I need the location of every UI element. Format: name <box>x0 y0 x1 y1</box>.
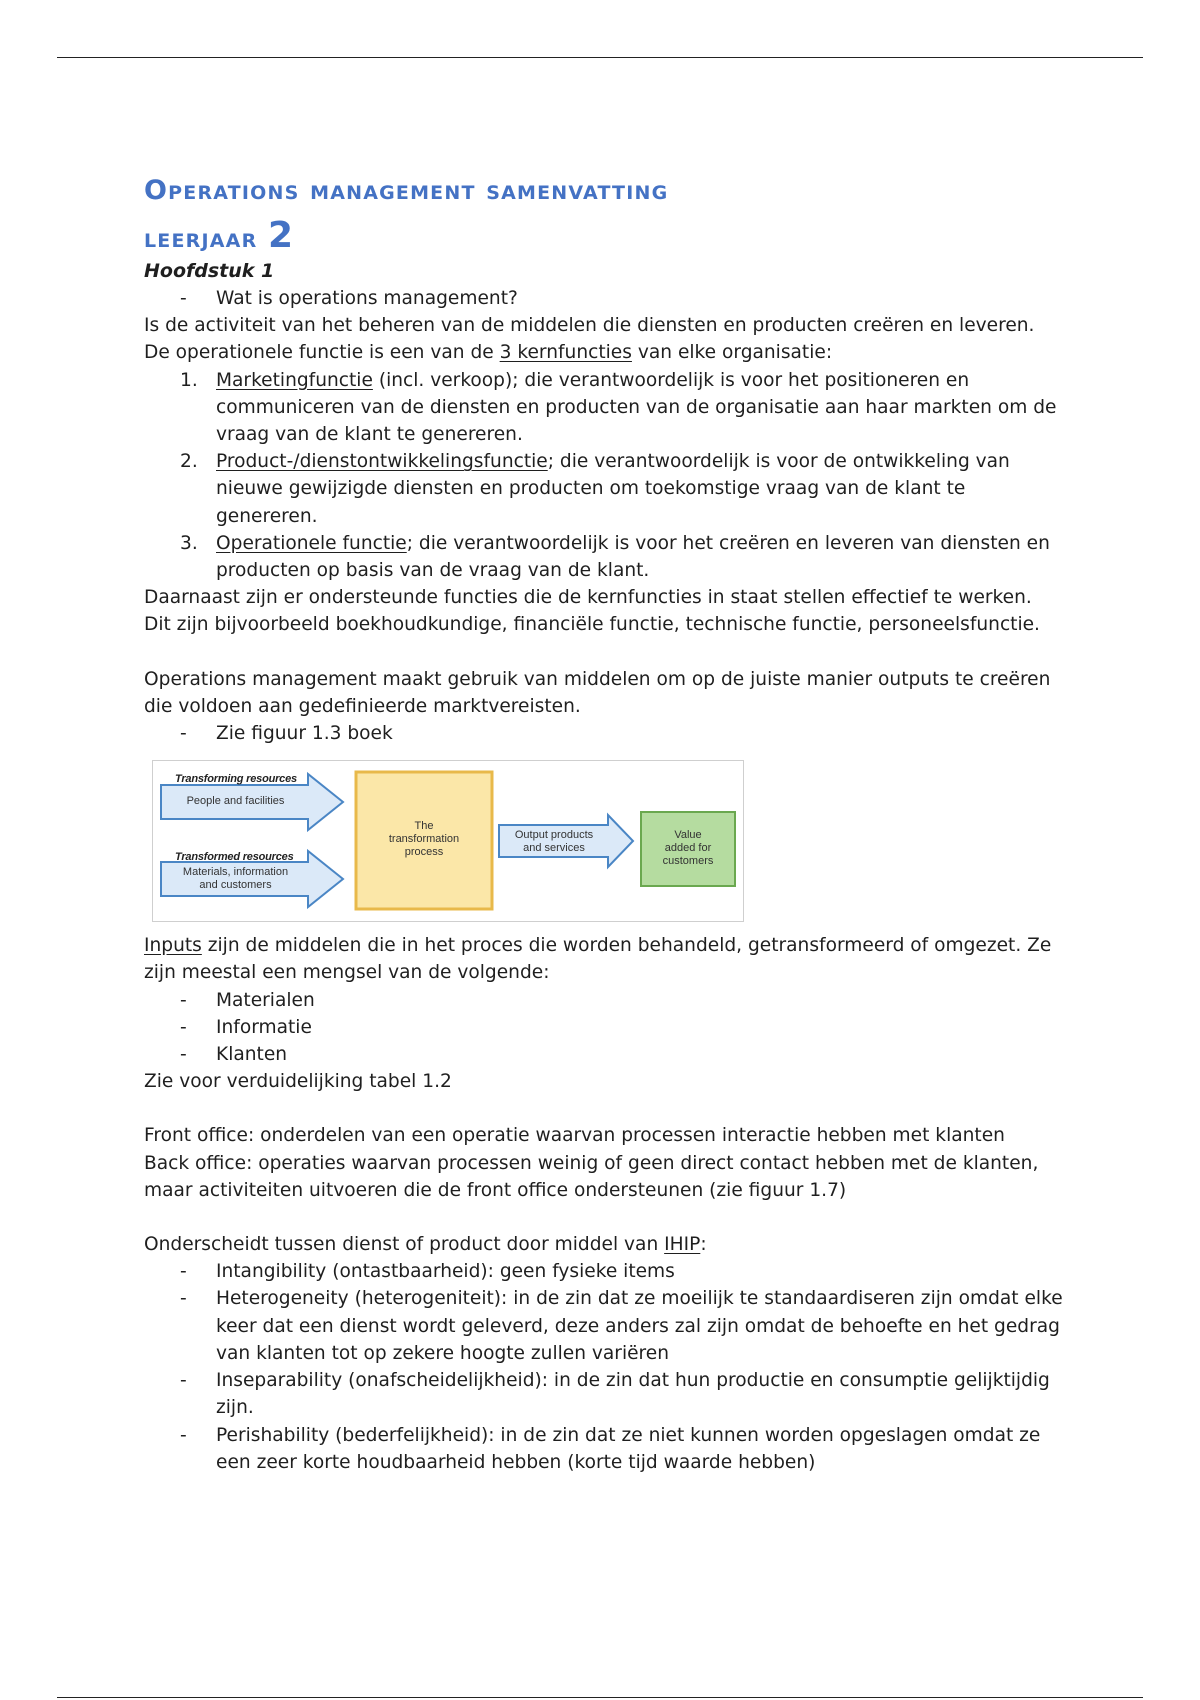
list-item <box>144 987 1064 1014</box>
item-lead: Product-/dienstontwikkelingsfunctie <box>216 451 548 473</box>
paragraph-front-office: Front office: onderdelen van een operatie waarvan processen interactie hebben met klanten <box>144 1125 1005 1147</box>
output-text <box>499 829 609 855</box>
list-item <box>144 1285 1064 1367</box>
value-text <box>641 829 735 868</box>
question-item <box>144 285 1064 312</box>
paragraph-outputs: Operations management maakt gebruik van middelen om op de juiste manier outputs te creëren die voldoen aan gedefinieerde marktvereisten. <box>144 668 1051 717</box>
chapter-heading: Hoofdstuk 1 <box>144 260 275 282</box>
text-segment: zijn de middelen die in het proces die worden behandeld, getransformeerd of omgezet. Ze zijn meestal een mengsel van de volgende: <box>144 935 1052 984</box>
list-item-text: Perishability (bederfelijkheid): in de zin dat ze niet kunnen worden opgeslagen omdat ze een zeer korte houdbaarheid hebben (korte tijd waarde hebben) <box>216 1424 1041 1473</box>
process-text-line-2: transformation <box>388 833 460 846</box>
list-item <box>144 1367 1064 1421</box>
bullet-mark: - <box>180 989 187 1011</box>
spacer <box>144 1095 1064 1122</box>
bullet-mark: - <box>180 1288 187 1310</box>
item-number: 3. <box>180 532 198 554</box>
bullet-mark: - <box>180 288 187 309</box>
paragraph-definition: Is de activiteit van het beheren van de middelen die diensten en producten creëren en leveren. <box>144 315 1035 337</box>
footer-rule <box>57 1697 1143 1698</box>
paragraph-core-functions <box>144 339 1064 366</box>
list-item <box>144 1041 1064 1068</box>
figure-reference-text: Zie figuur 1.3 boek <box>216 723 393 745</box>
transforming-text: People and facilities <box>186 795 285 808</box>
item-lead: Operationele functie <box>216 532 407 554</box>
item-lead: Marketingfunctie <box>216 369 373 391</box>
list-item-text: Informatie <box>216 1016 312 1038</box>
question-text: Wat is operations management? <box>216 288 518 309</box>
text-segment: van elke organisatie: <box>631 342 833 364</box>
header-rule <box>57 57 1143 58</box>
list-item-text: Inseparability (onafscheidelijkheid): in de zin dat hun productie en consumptie gelijktijdig zijn. <box>216 1370 1050 1419</box>
title-number: 2 <box>268 215 295 256</box>
spacer <box>144 1204 1064 1231</box>
ihip-link: IHIP <box>664 1234 701 1256</box>
item-text: ; die verantwoordelijk is voor het creëren en leveren van diensten en producten op basis van de vraag van de klant. <box>216 532 1050 582</box>
item-number: 2. <box>180 451 198 473</box>
transforming-label: Transforming resources <box>175 773 297 786</box>
output-text-line-2: and services <box>523 842 585 855</box>
transformed-text <box>163 866 308 892</box>
item-number: 1. <box>180 369 198 391</box>
output-text-line-1: Output products <box>514 829 594 842</box>
text-segment: : <box>700 1234 707 1256</box>
paragraph-support-functions: Daarnaast zijn er ondersteunde functies die de kernfuncties in staat stellen effectief te werken. Dit zijn bijvoorbeeld boekhoudkundige, financiële functie, technische functie, personeelsfunctie. <box>144 587 1040 636</box>
bullet-mark: - <box>180 1016 187 1038</box>
item-text: (incl. verkoop); die verantwoordelijk is voor het positioneren en communiceren van de diensten en producten van de organisatie aan haar markten om de vraag van de klant te genereren. <box>216 369 1057 446</box>
paragraph-ihip <box>144 1231 1064 1258</box>
bullet-mark: - <box>180 1370 187 1392</box>
title-text: Operations management samenvatting <box>144 175 669 206</box>
document-body <box>144 168 1064 1476</box>
document-title <box>144 168 1064 261</box>
list-item <box>144 1258 1064 1285</box>
text-segment: Onderscheidt tussen dienst of product door middel van <box>144 1234 665 1256</box>
figure-reference-item <box>144 720 1064 747</box>
transformed-text-line-2: and customers <box>199 879 272 892</box>
list-item-text: Intangibility (ontastbaarheid): geen fysieke items <box>216 1261 675 1283</box>
transformed-text-line-1: Materials, information <box>182 866 289 879</box>
bullet-mark: - <box>180 1261 187 1283</box>
transformed-label: Transformed resources <box>175 851 294 864</box>
list-item-text: Klanten <box>216 1044 288 1066</box>
transformation-figure <box>152 760 744 922</box>
core-functions-link: 3 kernfuncties <box>499 342 632 364</box>
title-line-1 <box>144 168 1064 213</box>
paragraph-inputs <box>144 932 1064 986</box>
process-text <box>356 820 492 859</box>
value-text-line-3: customers <box>662 855 714 868</box>
list-item-text: Heterogeneity (heterogeniteit): in de zin dat ze moeilijk te standaardiseren zijn omdat elke keer dat een dienst wordt geleverd, deze anders zal zijn omdat de behoefte en het gedrag van klanten tot op zekere hoogte zullen variëren <box>216 1288 1063 1364</box>
item-text: ; die verantwoordelijk is voor de ontwikkeling van nieuwe gewijzigde diensten en producten om toekomstige vraag van de klant te genereren. <box>216 451 1010 527</box>
paragraph-table-ref: Zie voor verduidelijking tabel 1.2 <box>144 1071 452 1093</box>
numbered-item <box>144 448 1064 530</box>
bullet-mark: - <box>180 1044 187 1066</box>
numbered-item <box>144 367 1064 449</box>
process-text-line-1: The <box>414 820 434 833</box>
spacer <box>144 639 1064 666</box>
title-line-2 <box>144 213 1064 261</box>
value-text-line-1: Value <box>674 829 702 842</box>
bullet-mark: - <box>180 1424 187 1446</box>
numbered-item <box>144 530 1064 584</box>
text-segment: De operationele functie is een van de <box>144 342 500 364</box>
bullet-mark: - <box>180 723 187 745</box>
title-word: leerjaar <box>144 223 258 254</box>
process-text-line-3: process <box>404 846 444 859</box>
list-item-text: Materialen <box>216 989 315 1011</box>
paragraph-back-office: Back office: operaties waarvan processen weinig of geen direct contact hebben met de klanten, maar activiteiten uitvoeren die de front office ondersteunen (zie figuur 1.7) <box>144 1152 1039 1201</box>
value-text-line-2: added for <box>664 842 712 855</box>
list-item <box>144 1422 1064 1476</box>
list-item <box>144 1014 1064 1041</box>
inputs-link: Inputs <box>144 935 202 957</box>
